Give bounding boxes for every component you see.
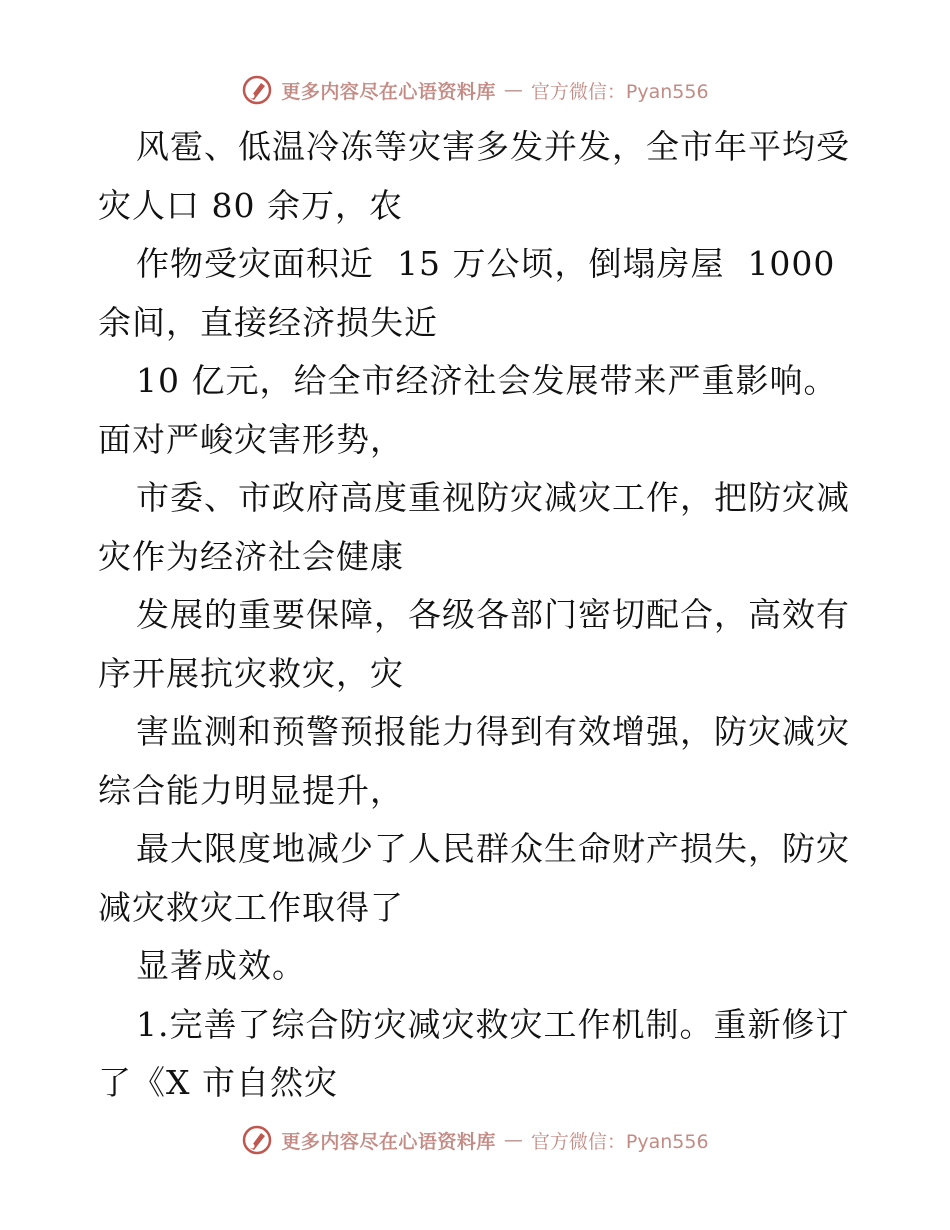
text-line: 了《X 市自然灾 [98,1063,338,1102]
pen-logo-icon [241,74,273,106]
text-line: 面对严峻灾害形势， [98,419,404,459]
text-line: 余间，直接经济损失近 [98,302,438,342]
pen-logo-icon [241,1124,273,1156]
text-line: 序开展抗灾救灾，灾 [98,653,404,693]
text-line: 10 亿元，给全市经济社会发展带来严重影响。 [136,361,838,400]
text-line: 综合能力明显提升， [98,770,404,810]
header-watermark [0,72,950,108]
watermark-text: 更多内容尽在心语资料库 [281,1130,496,1153]
footer-watermark [0,1122,950,1158]
watermark-contact: 官方微信：Pyan556 [530,1130,709,1153]
text-line: 灾作为经济社会健康 [98,536,404,576]
text-line: 最大限度地减少了人民群众生命财产损失，防灾 [136,829,850,868]
watermark-separator: — [503,1129,523,1151]
text-line: 显著成效。 [136,946,306,985]
text-line: 作物受灾面积近 15 万公顷，倒塌房屋 1000 [136,244,836,283]
document-body [98,118,858,1113]
watermark-contact: 官方微信：Pyan556 [530,80,709,103]
text-line: 市委、市政府高度重视防灾减灾工作，把防灾减 [136,478,850,517]
watermark-text: 更多内容尽在心语资料库 [281,80,496,103]
watermark-separator: — [503,79,523,101]
text-line: 减灾救灾工作取得了 [98,887,404,927]
text-line: 1.完善了综合防灾减灾救灾工作机制。重新修订 [136,1004,850,1044]
text-line: 风雹、低温冷冻等灾害多发并发，全市年平均受 [136,127,850,166]
text-line: 害监测和预警预报能力得到有效增强，防灾减灾 [136,712,850,751]
text-line: 发展的重要保障，各级各部门密切配合，高效有 [136,595,850,634]
text-line: 灾人口 80 余万，农 [98,185,403,225]
